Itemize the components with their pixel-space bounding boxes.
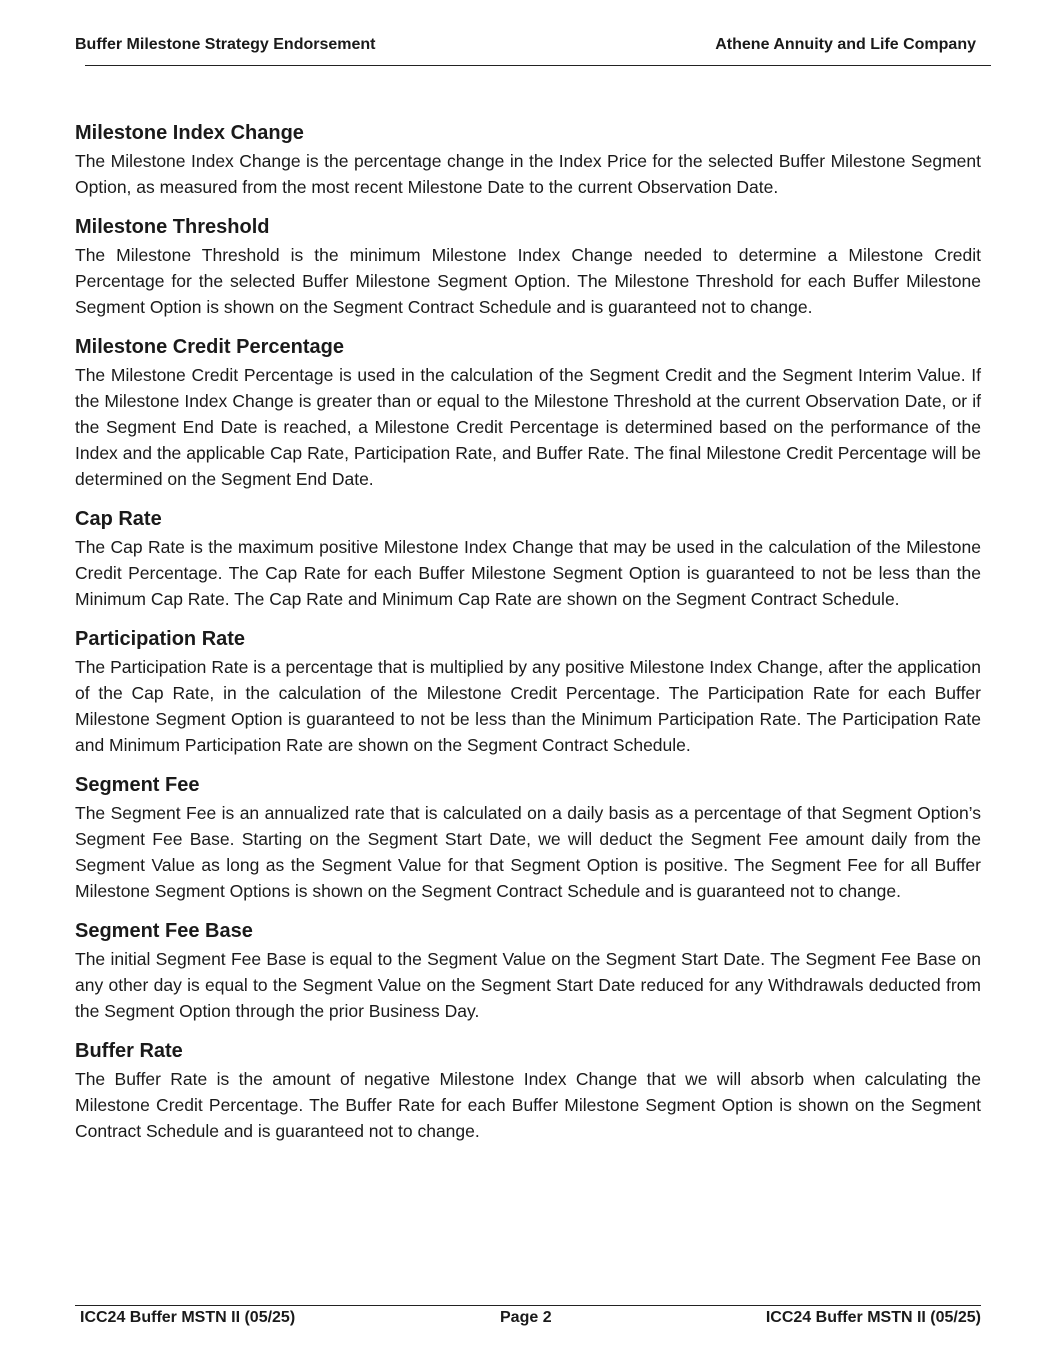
footer-divider bbox=[75, 1305, 981, 1306]
section-paragraph: The Participation Rate is a percentage that is multiplied by any positive Milestone Index Change, after the application of the Cap Rate, in the calculation of the Milestone Credit Percentage. The Participation Rate for each Buffer Milestone Segment Option is guaranteed to not be less than the Minimum Participation Rate. The Participation Rate and Minimum Participation Rate are shown on the Segment Contract Schedule. bbox=[75, 657, 981, 755]
section-paragraph: The Milestone Index Change is the percentage change in the Index Price for the selected Buffer Milestone Segment Option, as measured from the most recent Milestone Date to the current Observation Date. bbox=[75, 151, 981, 197]
page-footer bbox=[80, 1309, 981, 1329]
section-paragraph: The Buffer Rate is the amount of negative Milestone Index Change that we will absorb when calculating the Milestone Credit Percentage. The Buffer Rate for each Buffer Milestone Segment Option is shown on the Segment Contract Schedule and is guaranteed not to change. bbox=[75, 1069, 981, 1141]
section-milestone-credit-percentage bbox=[75, 334, 981, 492]
section-participation-rate bbox=[75, 626, 981, 758]
section-milestone-threshold bbox=[75, 214, 981, 320]
page-header bbox=[75, 36, 976, 56]
section-paragraph: The initial Segment Fee Base is equal to the Segment Value on the Segment Start Date. The Segment Fee Base on any other day is equal to the Segment Value on the Segment Start Date reduced for any Withdrawals deducted from the Segment Option through the prior Business Day. bbox=[75, 949, 981, 1021]
section-paragraph: The Segment Fee is an annualized rate that is calculated on a daily basis as a percentage of that Segment Option’s Segment Fee Base. Starting on the Segment Start Date, we will deduct the Segment Fee amount daily from the Segment Value as long as the Segment Value for that Segment Option is positive. The Segment Fee for all Buffer Milestone Segment Options is shown on the Segment Contract Schedule and is guaranteed not to change. bbox=[75, 803, 981, 901]
section-heading: Segment Fee bbox=[75, 774, 200, 796]
section-paragraph: The Cap Rate is the maximum positive Milestone Index Change that may be used in the calculation of the Milestone Credit Percentage. The Cap Rate for each Buffer Milestone Segment Option is guaranteed to not be less than the Minimum Cap Rate. The Cap Rate and Minimum Cap Rate are shown on the Segment Contract Schedule. bbox=[75, 537, 981, 609]
section-heading: Milestone Index Change bbox=[75, 122, 304, 144]
document-body bbox=[75, 120, 981, 1158]
section-paragraph: The Milestone Credit Percentage is used in the calculation of the Segment Credit and the Segment Interim Value. If the Milestone Index Change is greater than or equal to the Milestone Threshold at the current Observation Date, or if the Segment End Date is reached, a Milestone Credit Percentage is determined based on the performance of the Index and the applicable Cap Rate, Participation Rate, and Buffer Rate. The final Milestone Credit Percentage will be determined on the Segment End Date. bbox=[75, 365, 981, 489]
section-heading: Cap Rate bbox=[75, 508, 162, 530]
section-segment-fee bbox=[75, 772, 981, 904]
section-heading: Milestone Threshold bbox=[75, 216, 270, 238]
section-heading: Segment Fee Base bbox=[75, 920, 253, 942]
section-heading: Buffer Rate bbox=[75, 1040, 183, 1062]
section-paragraph: The Milestone Threshold is the minimum Milestone Index Change needed to determine a Milestone Credit Percentage for the selected Buffer Milestone Segment Option. The Milestone Threshold for each Buffer Milestone Segment Option is shown on the Segment Contract Schedule and is guaranteed not to change. bbox=[75, 245, 981, 317]
header-document-title: Buffer Milestone Strategy Endorsement bbox=[75, 36, 376, 53]
section-segment-fee-base bbox=[75, 918, 981, 1024]
section-buffer-rate bbox=[75, 1038, 981, 1144]
section-cap-rate bbox=[75, 506, 981, 612]
header-divider bbox=[85, 65, 991, 66]
section-heading: Participation Rate bbox=[75, 628, 246, 650]
footer-form-number-right: ICC24 Buffer MSTN II (05/25) bbox=[765, 1309, 981, 1326]
footer-form-number-left: ICC24 Buffer MSTN II (05/25) bbox=[80, 1309, 296, 1326]
header-company-name: Athene Annuity and Life Company bbox=[715, 36, 976, 53]
footer-page-number: Page 2 bbox=[500, 1309, 552, 1326]
section-milestone-index-change bbox=[75, 120, 981, 200]
section-heading: Milestone Credit Percentage bbox=[75, 336, 344, 358]
